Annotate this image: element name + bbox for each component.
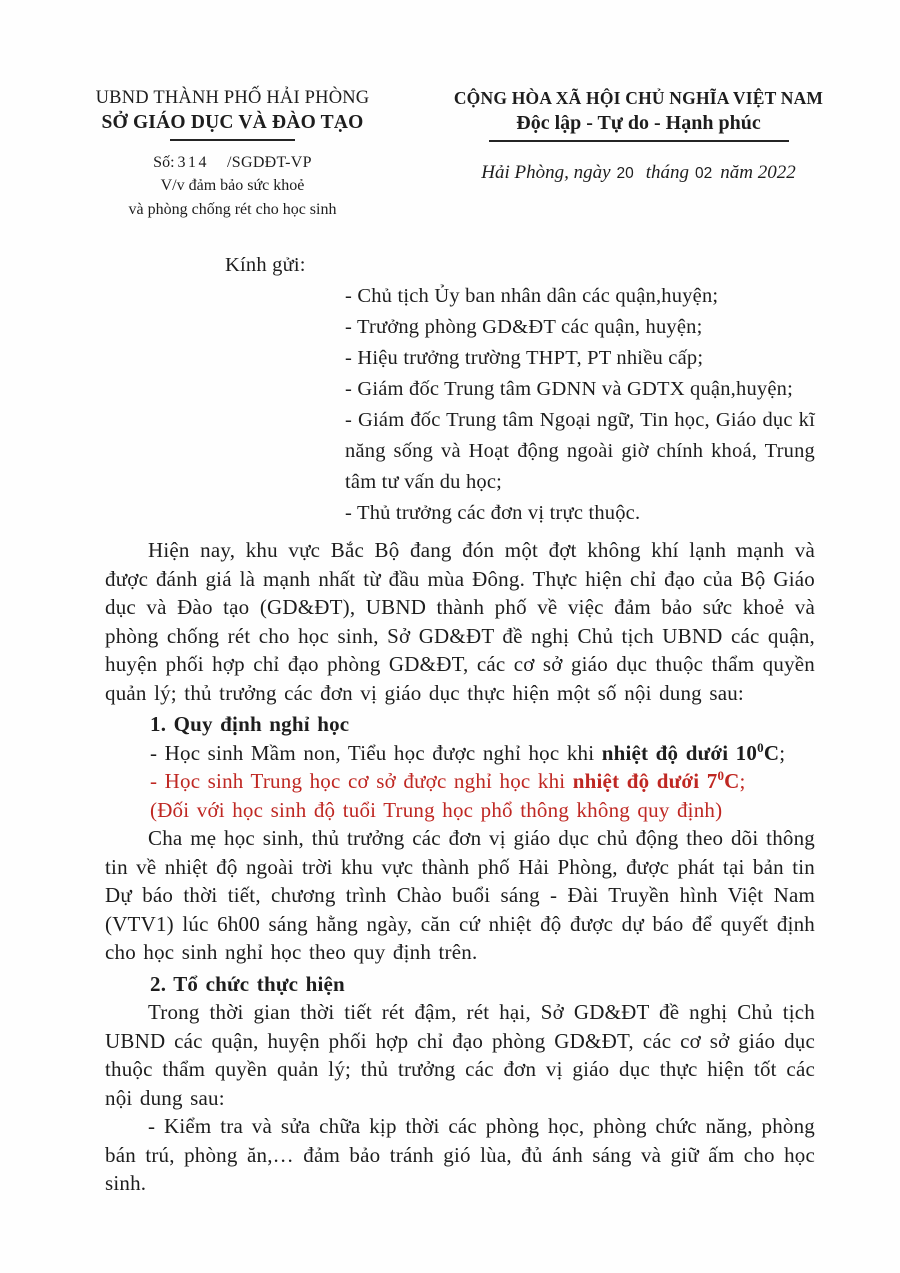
rule-mam-non-tieu-hoc: - Học sinh Mầm non, Tiểu học được nghỉ học khi nhiệt độ dưới $10^0C$; (150, 739, 786, 765)
document-subject (70, 174, 395, 221)
section-heading-1: 1. Quy định nghỉ học (150, 712, 350, 736)
degree-superscript: 0 (717, 768, 725, 783)
place-date-line (395, 162, 882, 184)
paragraph-check-rooms: - Kiểm tra và sửa chữa kịp thời các phòng học, phòng chức năng, phòng bán trú, phòng ăn,… đảm bảo tránh gió lùa, đủ ánh sáng và giữ ấm cho học sinh. (105, 1114, 815, 1195)
degree-superscript: 0 (757, 739, 764, 755)
subject-line-2: và phòng chống rét cho học sinh (128, 200, 337, 218)
rule2-text: - Học sinh Trung học cơ sở được nghỉ học khi (150, 769, 573, 793)
paragraph-intro: Hiện nay, khu vực Bắc Bộ đang đón một đợt không khí lạnh mạnh và được đánh giá là mạnh nhất từ đầu mùa Đông. Thực hiện chỉ đạo của Bộ Giáo dục và Đào tạo (GD&ĐT), UBND thành phố về việc đảm bảo sức khoẻ và phòng chống rét cho học sinh, Sở GD&ĐT đề nghị Chủ tịch UBND các quận, huyện phối hợp chỉ đạo phòng GD&ĐT, các cơ sở giáo dục thuộc thẩm quyền quản lý; thủ trưởng các đơn vị giáo dục thực hiện một số nội dung sau: (105, 538, 815, 705)
document-header (0, 86, 900, 221)
date-day-value: 20 (616, 165, 634, 182)
date-month-value: 02 (695, 165, 713, 182)
parent-agency-name: UBND THÀNH PHỐ HẢI PHÒNG (95, 88, 370, 108)
rule2-threshold: nhiệt độ dưới $7^0C$ (572, 768, 740, 793)
paragraph-parents-monitor: Cha mẹ học sinh, thủ trưởng các đơn vị giáo dục chủ động theo dõi thông tin về nhiệt độ ngoài trời khu vực thành phố Hải Phòng, được phát tại bản tin Dự báo thời tiết, chương trình Chào buổi sáng - Đài Truyền hình Việt Nam (VTV1) lúc 6h00 sáng hằng ngày, căn cứ nhiệt độ được dự báo để quyết định cho học sinh nghỉ học theo quy định trên. (105, 826, 815, 964)
recipients-label: Kính gửi: (225, 254, 306, 276)
rule1-threshold: nhiệt độ dưới $10^0C$ (601, 739, 780, 765)
national-motto-block (395, 86, 900, 184)
date-place: Hải Phòng, ngày (481, 162, 611, 183)
document-number-label: Số: (153, 154, 175, 171)
recipient-item: - Giám đốc Trung tâm Ngoại ngữ, Tin học, Giáo dục kĩ năng sống và Hoạt động ngoài giờ chính khoá, Trung tâm tư vấn du học; (345, 409, 815, 493)
rule-note-thpt: (Đối với học sinh độ tuổi Trung học phổ thông không quy định) (150, 797, 723, 822)
recipient-item: - Hiệu trưởng trường THPT, PT nhiều cấp; (345, 347, 704, 369)
recipient-item: - Chủ tịch Ủy ban nhân dân các quận,huyện; (345, 285, 719, 307)
motto-underline (489, 140, 789, 142)
national-title: CỘNG HÒA XÃ HỘI CHỦ NGHĨA VIỆT NAM (453, 88, 824, 108)
document-body (105, 250, 815, 1198)
recipients-list (345, 281, 815, 529)
agency-underline (170, 139, 295, 141)
subject-line-1: V/v đảm bảo sức khoẻ (160, 177, 305, 194)
document-number-line (70, 154, 395, 172)
date-month-label: tháng (645, 162, 690, 183)
recipient-item: - Giám đốc Trung tâm GDNN và GDTX quận,huyện; (345, 378, 793, 400)
section-heading-2: 2. Tổ chức thực hiện (150, 971, 345, 996)
agency-name: SỞ GIÁO DỤC VÀ ĐÀO TẠO (101, 112, 364, 133)
paragraph-implementation: Trong thời gian thời tiết rét đậm, rét hại, Sở GD&ĐT đề nghị Chủ tịch UBND các quận, huyện phối hợp chỉ đạo phòng GD&ĐT, các cơ sở giáo dục thuộc thẩm quyền quản lý; thủ trưởng các đơn vị giáo dục thực hiện tốt các nội dung sau: (105, 1000, 815, 1110)
document-text (105, 536, 815, 1198)
rule-trung-hoc-co-so: - Học sinh Trung học cơ sở được nghỉ học khi nhiệt độ dưới $7^0C$; (150, 768, 746, 793)
date-year: năm 2022 (720, 162, 796, 183)
rule1-text: - Học sinh Mầm non, Tiểu học được nghỉ học khi (150, 740, 602, 765)
recipient-item: - Trưởng phòng GD&ĐT các quận, huyện; (345, 316, 703, 338)
recipients-block (105, 250, 815, 529)
issuing-agency-block (0, 86, 395, 221)
document-number-suffix: /SGDĐT-VP (227, 154, 312, 171)
national-motto: Độc lập - Tự do - Hạnh phúc (516, 112, 761, 134)
document-number-value: 314 (177, 154, 210, 171)
recipient-item: - Thủ trưởng các đơn vị trực thuộc. (345, 502, 641, 524)
